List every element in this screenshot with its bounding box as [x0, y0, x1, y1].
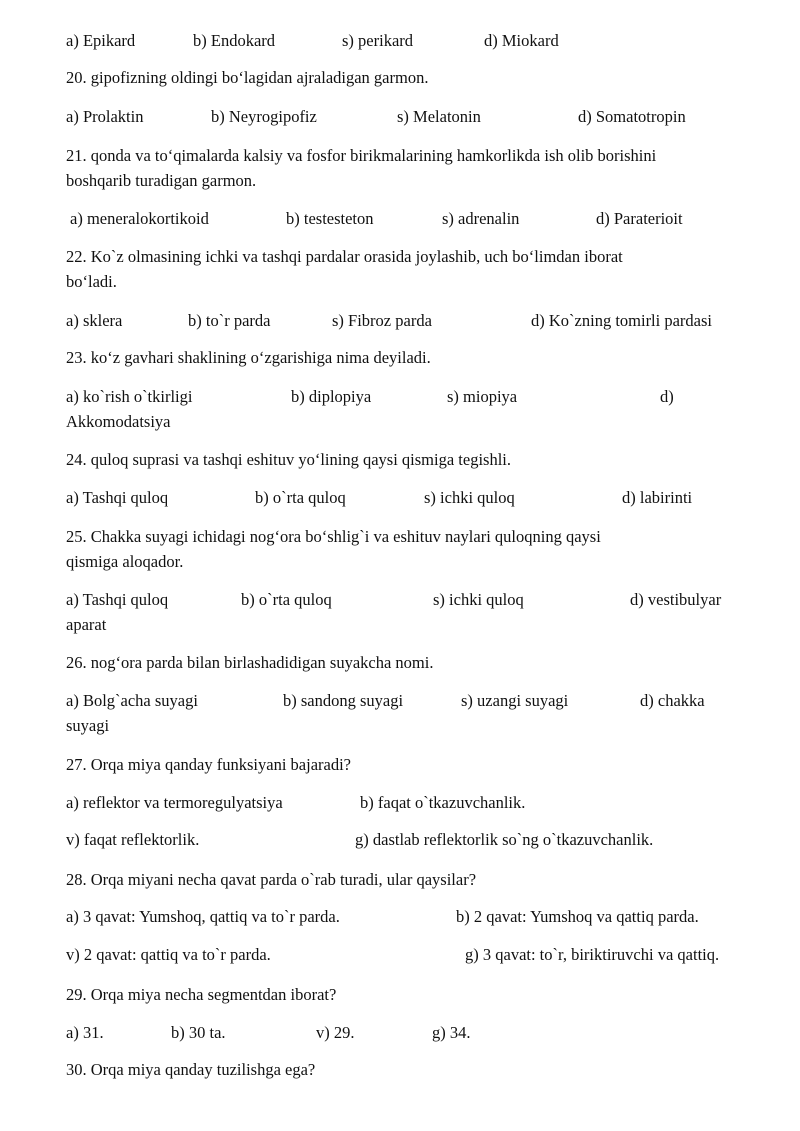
q21-question-line2: boshqarib turadigan garmon. [66, 171, 257, 190]
q23-question: 23. ko‘z gavhari shaklining o‘zgarishiga nima deyiladi. [66, 348, 431, 367]
q29-option-g: g) 34. [432, 1023, 471, 1042]
q22-option-b: b) to`r parda [188, 311, 271, 330]
q25-option-d-wrap: aparat [66, 615, 107, 634]
q21-option-b: b) testesteton [286, 209, 374, 228]
q20-option-d: d) Somatotropin [578, 107, 686, 126]
q24-options [66, 485, 766, 510]
q25-question-line2: qismiga aloqador. [66, 552, 184, 571]
q28-option-a: a) 3 qavat: Yumshoq, qattiq va to`r parda. [66, 907, 340, 926]
q29-question: 29. Orqa miya necha segmentdan iborat? [66, 985, 337, 1004]
q27-question: 27. Orqa miya qanday funksiyani bajaradi? [66, 755, 351, 774]
q20-question: 20. gipofizning oldingi bo‘lagidan ajraladigan garmon. [66, 68, 429, 87]
q27-options-row2 [66, 827, 766, 852]
q19-option-b: b) Endokard [193, 31, 276, 50]
q27-option-v: v) faqat reflektorlik. [66, 830, 200, 849]
q19-options [66, 28, 766, 53]
q23-option-d-wrap: Akkomodatsiya [66, 412, 171, 431]
q20-option-s: s) Melatonin [397, 107, 481, 126]
q20-option-a: a) Prolaktin [66, 107, 144, 126]
q25-option-b: b) o`rta quloq [241, 590, 332, 609]
q29-option-a: a) 31. [66, 1023, 104, 1042]
q23-option-d: d) [660, 387, 674, 406]
q23-options [66, 384, 766, 409]
q20-options [66, 104, 766, 129]
q26-option-b: b) sandong suyagi [283, 691, 404, 710]
q21-option-d: d) Paraterioit [596, 209, 683, 228]
q24-question: 24. quloq suprasi va tashqi eshituv yo‘lining qaysi qismiga tegishli. [66, 450, 512, 469]
q22-option-d: d) Ko`zning tomirli pardasi [531, 311, 713, 330]
q25-option-a: a) Tashqi quloq [66, 590, 169, 609]
q28-option-g: g) 3 qavat: to`r, biriktiruvchi va qattiq. [465, 945, 720, 964]
q25-option-d: d) vestibulyar [630, 590, 722, 609]
q24-option-a: a) Tashqi quloq [66, 488, 169, 507]
q29-option-v: v) 29. [316, 1023, 355, 1042]
q26-question: 26. nog‘ora parda bilan birlashadidigan suyakcha nomi. [66, 653, 434, 672]
q30-question: 30. Orqa miya qanday tuzilishga ega? [66, 1060, 316, 1079]
q28-option-v: v) 2 qavat: qattiq va to`r parda. [66, 945, 271, 964]
q23-option-b: b) diplopiya [291, 387, 372, 406]
q26-options [66, 688, 766, 713]
q28-options-row2 [66, 942, 766, 967]
q19-option-a: a) Epikard [66, 31, 136, 50]
q26-option-s: s) uzangi suyagi [461, 691, 569, 710]
q23-option-s: s) miopiya [447, 387, 518, 406]
q21-question-line1: 21. qonda va to‘qimalarda kalsiy va fosfor birikmalarining hamkorlikda ish olib borishini [66, 146, 657, 165]
q22-question-line1: 22. Ko`z olmasining ichki va tashqi pardalar orasida joylashib, uch bo‘limdan iborat [66, 247, 623, 266]
q19-option-s: s) perikard [342, 31, 414, 50]
q23-option-a: a) ko`rish o`tkirligi [66, 387, 193, 406]
q28-options-row1 [66, 904, 766, 929]
q27-option-g: g) dastlab reflektorlik so`ng o`tkazuvchanlik. [355, 830, 654, 849]
q26-option-a: a) Bolg`acha suyagi [66, 691, 198, 710]
q22-options [66, 308, 766, 333]
q27-option-a: a) reflektor va termoregulyatsiya [66, 793, 283, 812]
q25-options [66, 587, 766, 612]
q22-question-line2: bo‘ladi. [66, 272, 117, 291]
q24-option-s: s) ichki quloq [424, 488, 515, 507]
q29-option-b: b) 30 ta. [171, 1023, 226, 1042]
q28-option-b: b) 2 qavat: Yumshoq va qattiq parda. [456, 907, 699, 926]
q19-option-d: d) Miokard [484, 31, 559, 50]
q21-option-s: s) adrenalin [442, 209, 520, 228]
q22-option-a: a) sklera [66, 311, 123, 330]
q29-options [66, 1020, 766, 1045]
q25-option-s: s) ichki quloq [433, 590, 524, 609]
q24-option-b: b) o`rta quloq [255, 488, 346, 507]
q25-question-line1: 25. Chakka suyagi ichidagi nog‘ora bo‘shlig`i va eshituv naylari quloqning qaysi [66, 527, 601, 546]
q28-question: 28. Orqa miyani necha qavat parda o`rab turadi, ular qaysilar? [66, 870, 477, 889]
q27-option-b: b) faqat o`tkazuvchanlik. [360, 793, 526, 812]
q24-option-d: d) labirinti [622, 488, 693, 507]
q21-options [66, 206, 766, 231]
q20-option-b: b) Neyrogipofiz [211, 107, 317, 126]
q27-options-row1 [66, 790, 766, 815]
q21-option-a: a) meneralokortikoid [70, 209, 209, 228]
q26-option-d-wrap: suyagi [66, 716, 110, 735]
q22-option-s: s) Fibroz parda [332, 311, 432, 330]
q26-option-d: d) chakka [640, 691, 705, 710]
